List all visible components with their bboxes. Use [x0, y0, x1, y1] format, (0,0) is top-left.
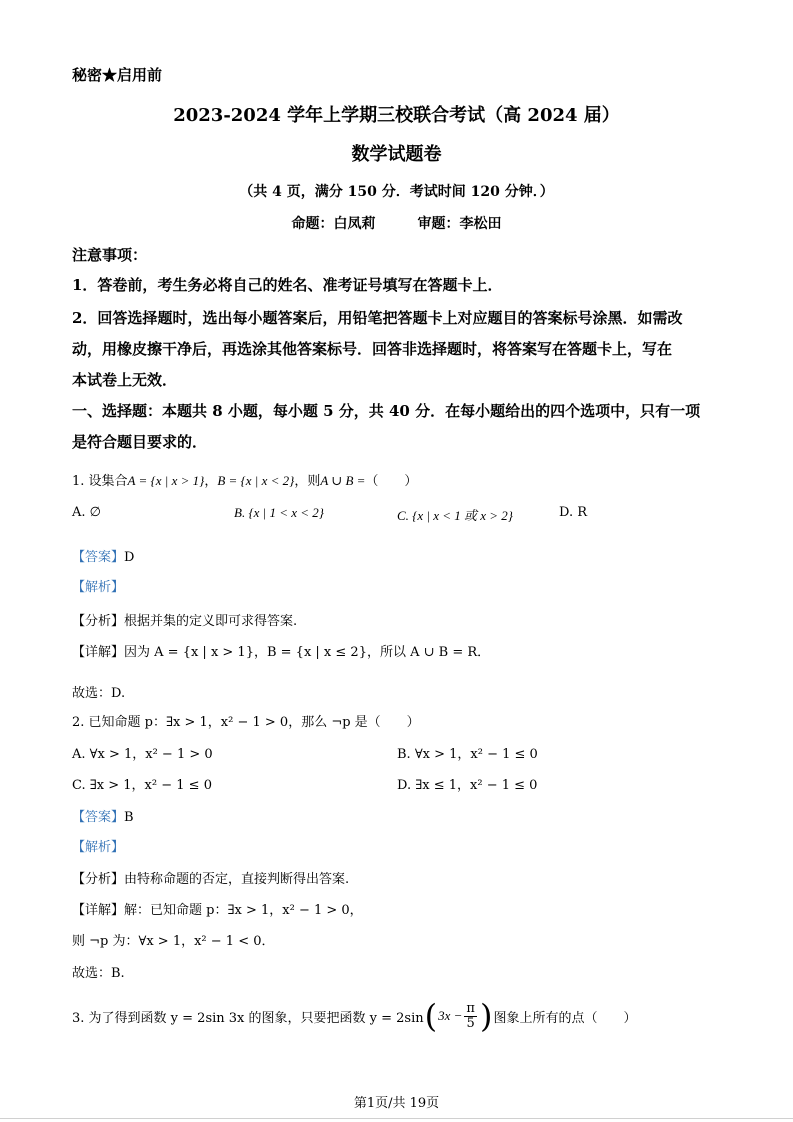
paren-open: (: [424, 997, 438, 1035]
fenxi-text: 由特称命题的否定，直接判断得出答案.: [124, 872, 350, 887]
notes-heading: 注意事项：: [72, 246, 148, 264]
detail-text: 解：已知命题 p：∃x > 1，x² − 1 > 0，: [124, 903, 363, 918]
question-3-part-2: 图象上所有的点（ ）: [493, 1010, 637, 1026]
section-1-line-2: 是符合题目要求的．: [72, 433, 208, 451]
exam-title: 2023-2024 学年上学期三校联合考试（高 2024 届）: [173, 105, 620, 126]
fraction-denominator: 5: [466, 1015, 475, 1031]
question-1-detail: [72, 641, 490, 660]
question-1-stem: [72, 470, 417, 489]
question-2-option-c: C. ∃x > 1，x² − 1 ≤ 0: [72, 778, 212, 793]
question-2-detail-2: 则 ¬p 为：∀x > 1，x² − 1 < 0．: [72, 934, 275, 949]
detail-tag: 【详解】: [72, 645, 125, 660]
exam-info: （共 4 页，满分 150 分．考试时间 120 分钟．）: [239, 184, 554, 200]
question-2-fenxi: [72, 868, 349, 887]
question-2-option-b: B. ∀x > 1，x² − 1 ≤ 0: [397, 747, 538, 762]
question-1-answer: [72, 546, 134, 565]
set-a: A = {x | x > 1}: [127, 473, 205, 488]
fraction-numerator: π: [466, 1000, 475, 1016]
question-1-option-d: D. R: [559, 505, 588, 520]
question-1-conclusion: 故选：D.: [72, 686, 126, 701]
set-b: B = {x | x < 2}: [217, 473, 295, 488]
notes-item-2-line-3: 本试卷上无效．: [72, 371, 178, 389]
paren-close: ): [479, 997, 493, 1035]
inner-expr: 3x −: [438, 1008, 463, 1023]
question-1-fenxi: [72, 610, 297, 629]
section-1-line-1: 一、选择题：本题共 8 小题，每小题 5 分，共 40 分．在每小题给出的四个选项中，只有一项: [72, 402, 701, 420]
question-2-stem: 2. 已知命题 p：∃x > 1，x² − 1 > 0，那么 ¬p 是（ ）: [72, 715, 420, 730]
question-1-sep: ，: [204, 474, 218, 489]
answer-value: D: [124, 550, 135, 565]
question-3-part-1: 3. 为了得到函数 y = 2sin 3x 的图象，只要把函数 y = 2sin: [72, 1010, 424, 1026]
notes-item-2-line-1: 2．回答选择题时，选出每小题答案后，用铅笔把答题卡上对应题目的答案标号涂黑．如需改: [72, 309, 683, 327]
question-1-prefix: 1. 设集合: [72, 474, 128, 489]
question-2-option-d: D. ∃x ≤ 1，x² − 1 ≤ 0: [397, 778, 538, 793]
answer-value: B: [124, 810, 134, 825]
question-1-blank: （ ）: [365, 474, 418, 489]
question-1-analysis-tag: 【解析】: [72, 580, 125, 595]
notes-item-2-line-2: 动，用橡皮擦干净后，再选涂其他答案标号．回答非选择题时，将答案写在答题卡上，写在: [72, 340, 673, 358]
paper-subtitle: 数学试题卷: [351, 144, 442, 165]
authors-line: 命题：白凤莉 审题：李松田: [291, 216, 502, 232]
question-2-conclusion: 故选：B.: [72, 966, 125, 981]
fenxi-tag: 【分析】: [72, 872, 125, 887]
question-2-detail: [72, 899, 363, 918]
page-bottom-divider: [0, 1118, 793, 1119]
answer-tag: 【答案】: [72, 810, 125, 825]
fraction-pi-over-5: [464, 1002, 477, 1031]
notes-item-1: 1．答卷前，考生务必将自己的姓名、准考证号填写在答题卡上．: [72, 276, 503, 294]
detail-tag: 【详解】: [72, 903, 125, 918]
union-expr: A ∪ B =: [320, 473, 366, 488]
question-1-option-c: C. {x | x < 1 或 x > 2}: [397, 508, 513, 523]
answer-tag: 【答案】: [72, 550, 125, 565]
page-number: 第1页/共 19页: [353, 1096, 440, 1111]
fenxi-tag: 【分析】: [72, 614, 125, 629]
detail-text: 因为 A = {x | x > 1}，B = {x | x ≤ 2}，所以 A ∪ B = R．: [124, 645, 491, 660]
fenxi-text: 根据并集的定义即可求得答案.: [124, 614, 298, 629]
question-3-stem: [72, 997, 637, 1035]
question-1-option-b: B. {x | 1 < x < 2}: [234, 505, 324, 520]
question-1-option-a: A. ∅: [72, 505, 101, 520]
question-1-then: ，则: [294, 474, 321, 489]
question-2-option-a: A. ∀x > 1，x² − 1 > 0: [72, 747, 213, 762]
question-2-analysis-tag: 【解析】: [72, 840, 125, 855]
question-2-answer: [72, 806, 134, 825]
secret-label: 秘密★启用前: [72, 66, 163, 84]
